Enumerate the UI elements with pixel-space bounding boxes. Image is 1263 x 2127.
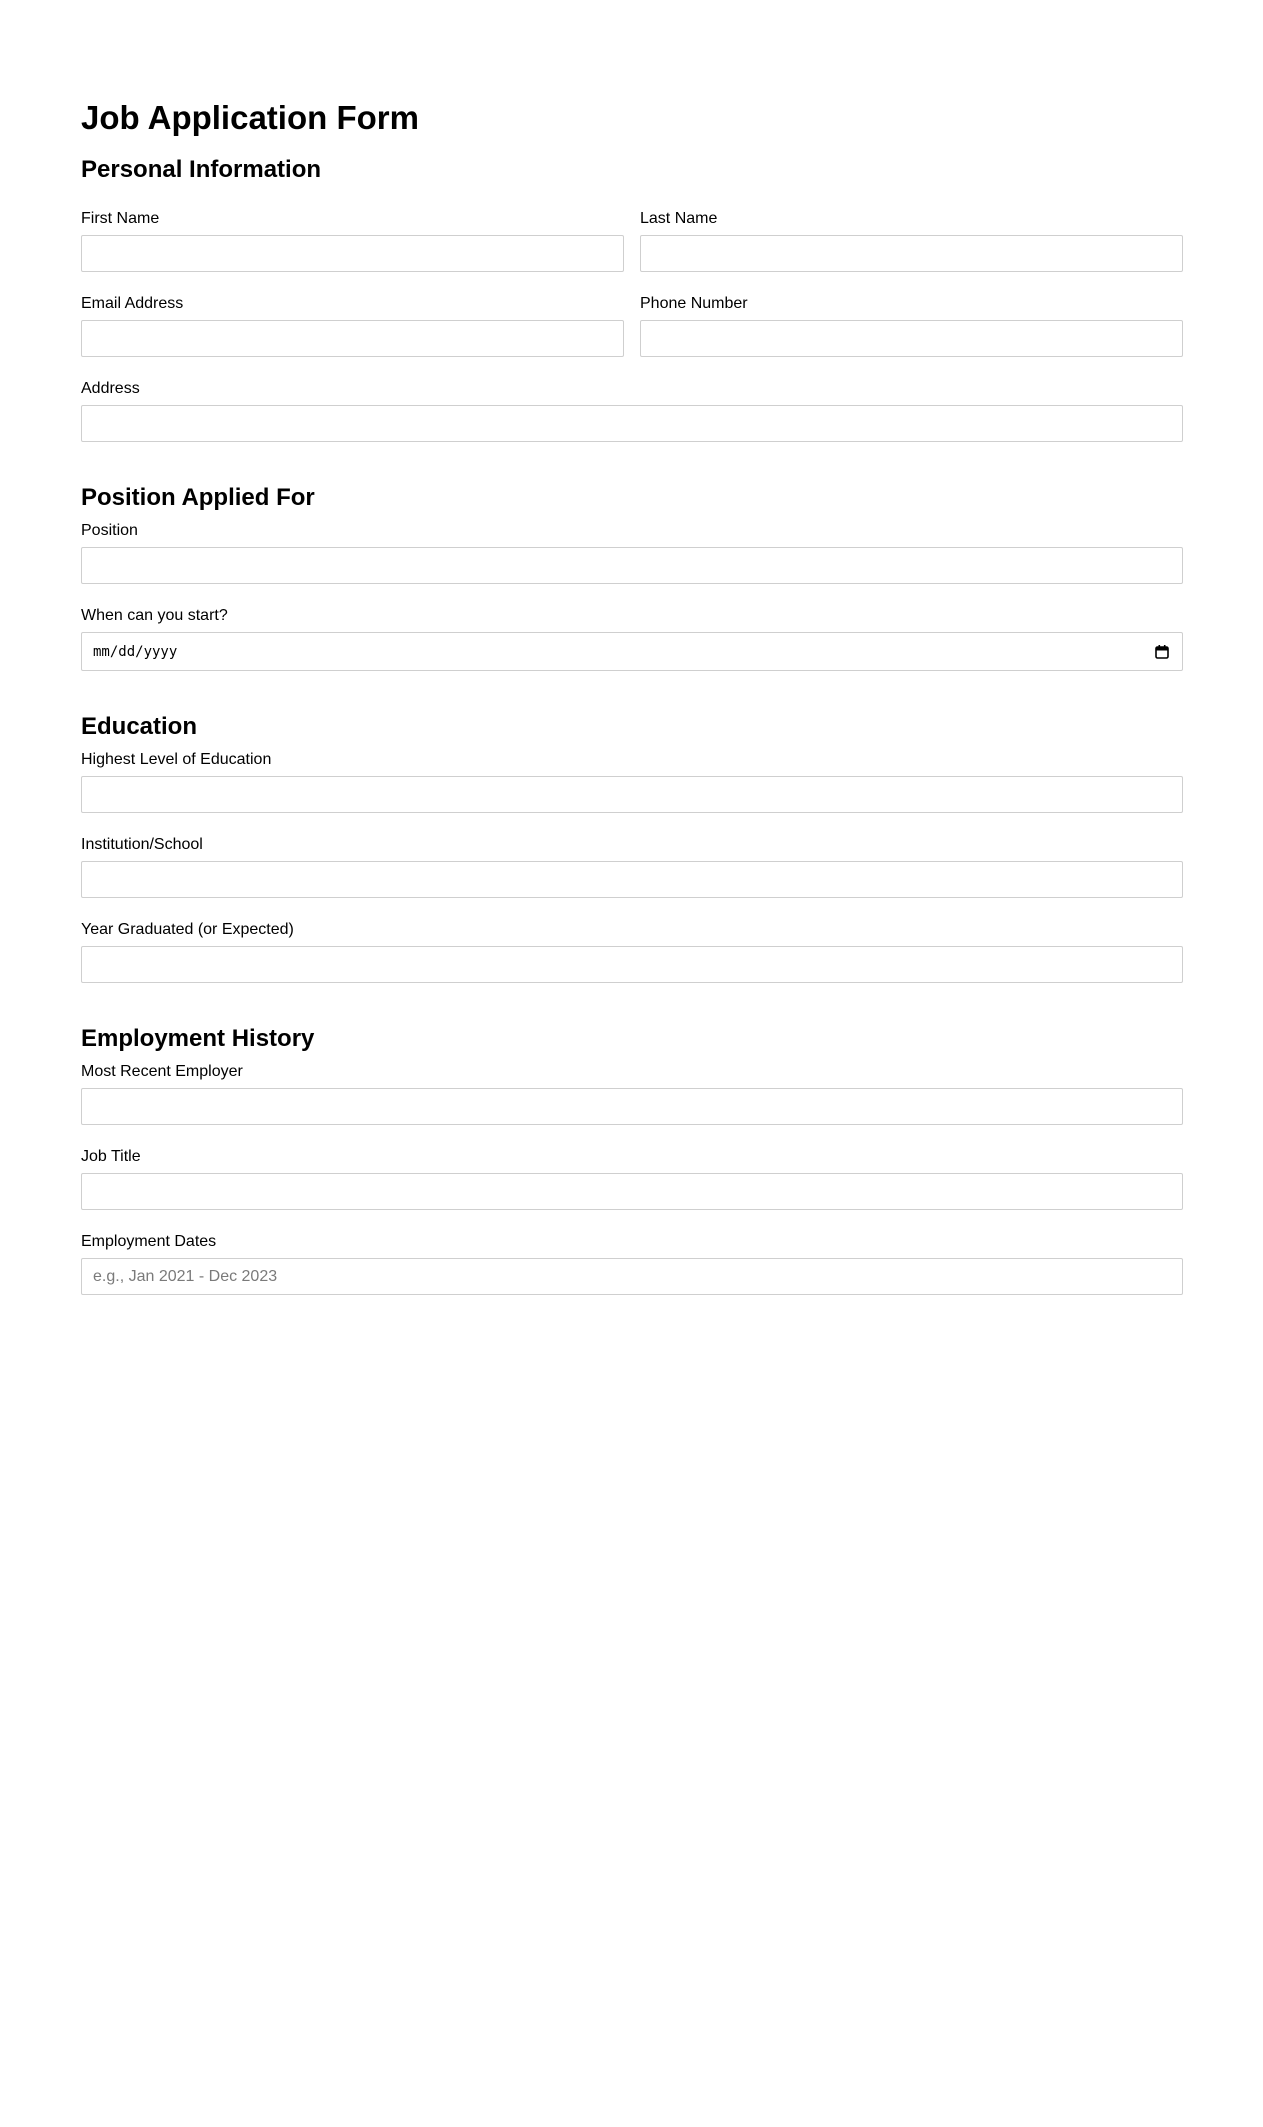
employer-label: Most Recent Employer (81, 1063, 243, 1080)
first-name-group (81, 209, 624, 272)
employer-input[interactable] (81, 1088, 1183, 1125)
first-name-label: First Name (81, 210, 160, 227)
job-application-form (81, 96, 1183, 1295)
year-graduated-label: Year Graduated (or Expected) (81, 921, 294, 938)
position-input[interactable] (81, 547, 1183, 584)
last-name-group (640, 209, 1183, 272)
phone-group (640, 294, 1183, 357)
last-name-label: Last Name (640, 210, 718, 227)
job-title-input[interactable] (81, 1173, 1183, 1210)
position-group (81, 521, 1183, 584)
institution-label: Institution/School (81, 836, 203, 853)
start-date-label: When can you start? (81, 607, 228, 624)
email-group (81, 294, 624, 357)
institution-input[interactable] (81, 861, 1183, 898)
contact-row (81, 294, 1183, 357)
employment-dates-label: Employment Dates (81, 1233, 217, 1250)
last-name-input[interactable] (640, 235, 1183, 272)
phone-label: Phone Number (640, 295, 748, 312)
email-label: Email Address (81, 295, 184, 312)
address-input[interactable] (81, 405, 1183, 442)
employment-dates-input[interactable] (81, 1258, 1183, 1295)
section-heading-education: Education (81, 713, 198, 740)
employer-group (81, 1062, 1183, 1125)
position-label: Position (81, 522, 138, 539)
calendar-icon[interactable] (1154, 644, 1170, 660)
year-graduated-group (81, 920, 1183, 983)
education-level-group (81, 750, 1183, 813)
institution-group (81, 835, 1183, 898)
section-heading-personal: Personal Information (81, 156, 322, 183)
year-graduated-input[interactable] (81, 946, 1183, 983)
name-row (81, 209, 1183, 272)
education-level-label: Highest Level of Education (81, 751, 272, 768)
start-date-input[interactable] (81, 632, 1183, 671)
job-title-label: Job Title (81, 1148, 141, 1165)
phone-input[interactable] (640, 320, 1183, 357)
employment-dates-group (81, 1232, 1183, 1295)
section-personal-information (81, 155, 1183, 442)
start-date-value: mm/dd/yyyy (93, 643, 178, 660)
section-heading-position: Position Applied For (81, 484, 315, 511)
address-label: Address (81, 380, 140, 397)
start-date-group (81, 606, 1183, 671)
email-input[interactable] (81, 320, 624, 357)
page-title: Job Application Form (81, 99, 419, 136)
section-position-applied-for (81, 483, 1183, 671)
job-title-group (81, 1147, 1183, 1210)
section-education (81, 712, 1183, 983)
section-employment-history (81, 1024, 1183, 1295)
first-name-input[interactable] (81, 235, 624, 272)
address-group (81, 379, 1183, 442)
education-level-input[interactable] (81, 776, 1183, 813)
section-heading-employment: Employment History (81, 1025, 315, 1052)
